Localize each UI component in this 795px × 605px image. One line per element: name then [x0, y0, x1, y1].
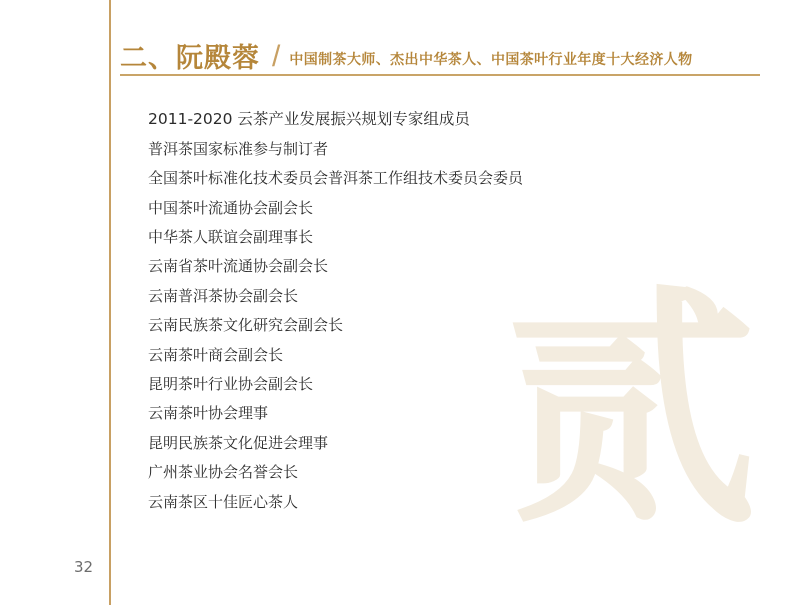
page-number: 32 [74, 558, 94, 576]
page-subtitle: 中国制茶大师、杰出中华茶人、中国茶叶行业年度十大经济人物 [289, 52, 693, 68]
list-item: 昆明茶叶行业协会副会长 [148, 375, 314, 394]
list-item: 昆明民族茶文化促进会理事 [148, 433, 329, 452]
list-item: 普洱茶国家标准参与制订者 [148, 139, 329, 158]
left-vertical-rule [109, 0, 111, 605]
credentials-list [148, 112, 748, 524]
list-item: 云南民族茶文化研究会副会长 [148, 316, 344, 335]
list-item: 2011-2020 云茶产业发展振兴规划专家组成员 [148, 110, 470, 128]
header-separator-icon: / [272, 40, 281, 73]
list-item: 云南茶叶协会理事 [148, 404, 269, 423]
list-item: 全国茶叶标准化技术委员会普洱茶工作组技术委员会委员 [148, 169, 524, 188]
list-item: 广州茶业协会名誉会长 [148, 463, 299, 482]
list-item: 云南茶叶商会副会长 [148, 345, 284, 364]
list-item: 云南省茶叶流通协会副会长 [148, 257, 329, 276]
header-underline [120, 74, 760, 76]
list-item: 中国茶叶流通协会副会长 [148, 198, 314, 217]
list-item: 云南茶区十佳匠心茶人 [148, 492, 299, 511]
page-header [120, 22, 760, 74]
watermark-character: 贰 [507, 263, 757, 557]
page-title: 二、阮殿蓉 [120, 43, 260, 74]
list-item: 云南普洱茶协会副会长 [148, 286, 299, 305]
list-item: 中华茶人联谊会副理事长 [148, 228, 314, 247]
